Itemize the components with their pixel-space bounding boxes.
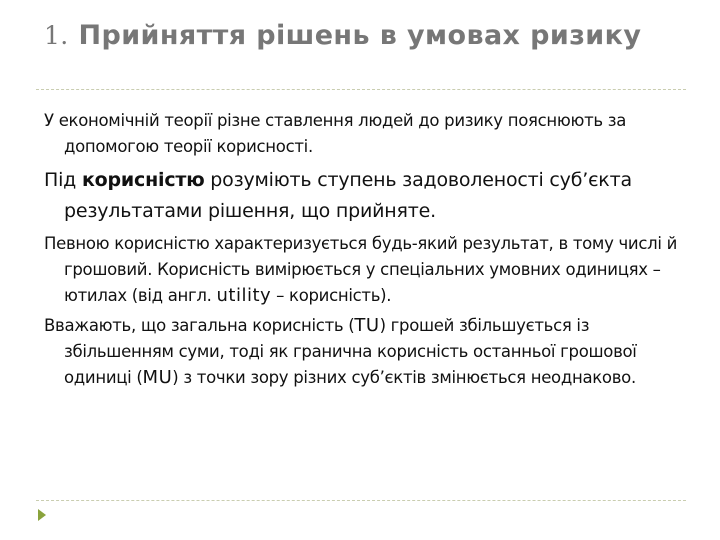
paragraph-utility-definition xyxy=(44,165,684,227)
title-divider xyxy=(36,89,686,90)
footer-divider xyxy=(36,500,686,501)
slide-title xyxy=(44,18,684,54)
slide-title-number: 1. xyxy=(44,21,69,50)
paragraph-total-marginal-utility xyxy=(44,313,684,391)
paragraph-risk-attitude: У економічній теорії різне ставлення людей до ризику пояснюють за допомогою теорії корисності. xyxy=(44,111,627,156)
marginal-utility-abbrev: MU xyxy=(142,367,173,388)
utility-definition-prefix: Під xyxy=(44,169,82,191)
total-utility-abbrev: TU xyxy=(354,315,380,336)
triangle-arrow-right-icon[interactable] xyxy=(38,509,46,521)
utility-term-bold: корисністю xyxy=(81,169,205,191)
slide-body xyxy=(44,108,684,395)
paragraph-utility-measurement xyxy=(44,231,684,309)
utility-measurement-text-a: Певною корисністю характеризується будь-який результат, в тому числі й грошовий. Корисність вимірюється у спеціальних умовних одиницях – ютилах (від англ. xyxy=(44,234,678,305)
slide-title-text: Прийняття рішень в умовах ризику xyxy=(78,20,642,51)
total-utility-text-a: Вважають, що загальна корисність ( xyxy=(44,316,355,335)
utility-english-term: utility xyxy=(216,285,272,306)
total-utility-text-c: ) з точки зору різних суб’єктів змінюється неоднаково. xyxy=(172,368,636,387)
total-utility-text-b: ) грошей збільшується із збільшенням суми, тоді як гранична корисність останньої грошової одиниці ( xyxy=(64,316,637,387)
utility-definition-suffix: розуміють ступень задоволеності суб’єкта результатами рішення, що прийняте. xyxy=(64,169,632,222)
utility-measurement-text-b: – корисність). xyxy=(271,286,392,305)
